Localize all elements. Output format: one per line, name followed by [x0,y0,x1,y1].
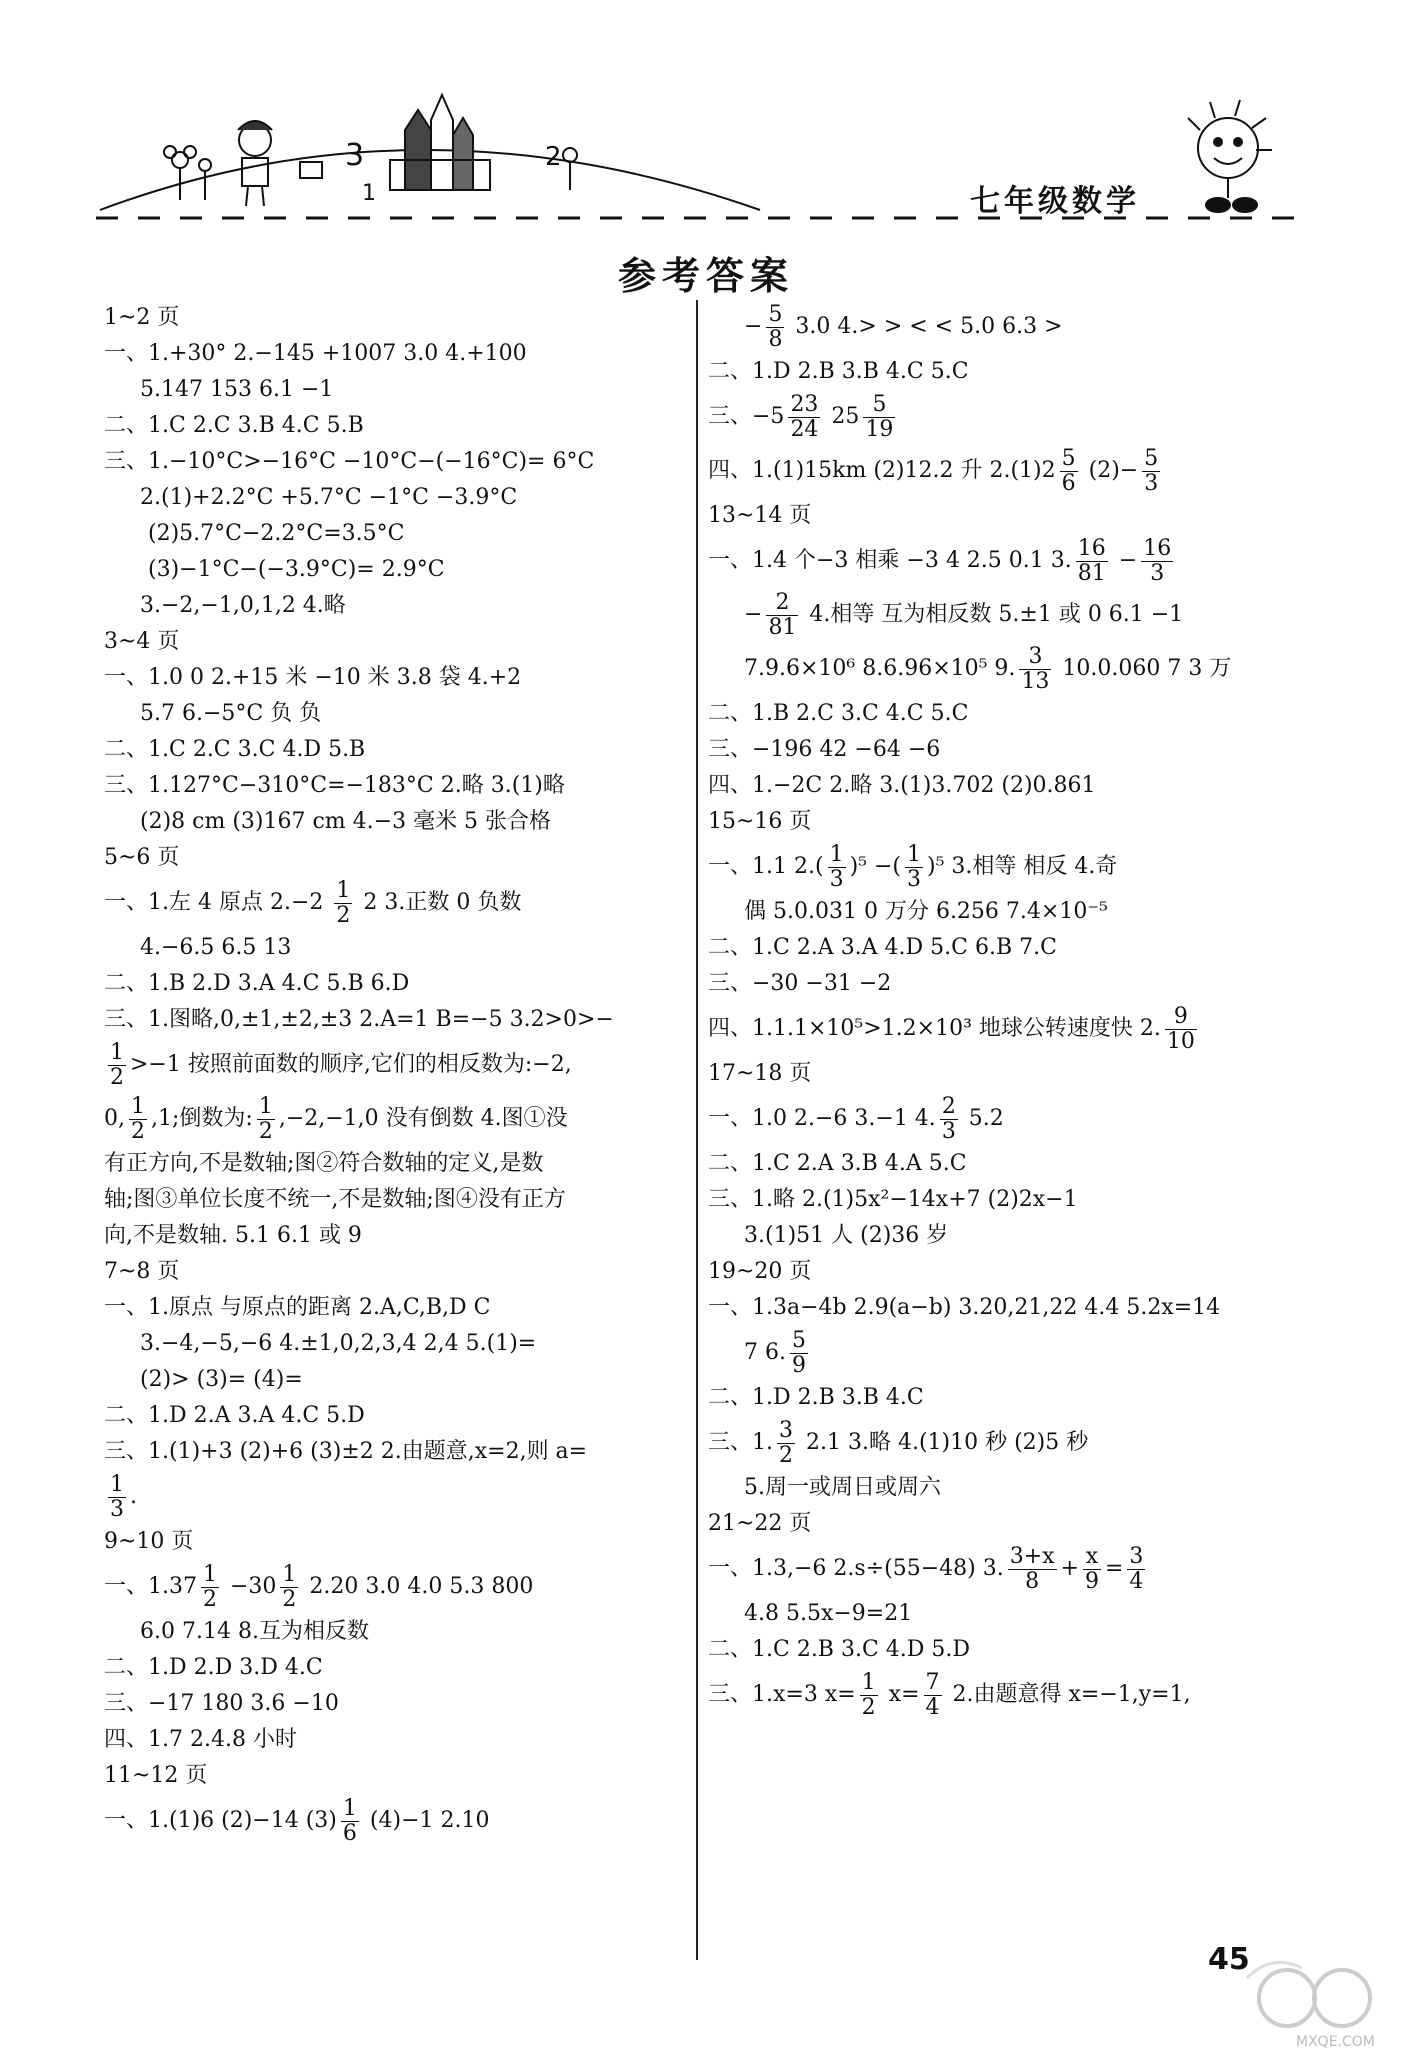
answer-line [708,300,1308,354]
answer-text: 三、−30 −31 −2 [708,971,892,996]
answer-column-left [104,300,682,1848]
answer-text: 11~12 页 [104,1763,208,1788]
answer-line [104,372,682,408]
answer-line [708,1596,1308,1632]
answer-line [104,444,682,480]
answer-text: 10.0.060 7 3 万 [1055,656,1232,681]
answer-line [104,1614,682,1650]
answer-text: − [1111,548,1138,573]
answer-text: 二、1.B 2.D 3.A 4.C 5.B 6.D [104,971,410,996]
fraction [1060,447,1078,496]
answer-line [104,1254,682,1290]
answer-text: 21~22 页 [708,1511,812,1536]
answer-text: 一、1.3,−6 2.s÷(55−48) 3. [708,1556,1004,1581]
numerator: 3 [779,1417,793,1443]
answer-text: 三、1. [708,1430,773,1455]
answer-text: 6.0 7.14 8.互为相反数 [140,1619,369,1644]
fraction [108,1041,126,1090]
answer-line [708,1254,1308,1290]
answer-text: 3.−2,−1,0,1,2 4.略 [140,593,346,618]
answer-line [104,1794,682,1848]
denominator: 9 [791,1352,806,1378]
denominator: 3 [906,866,921,892]
denominator: 13 [1021,668,1050,694]
answer-text: 7.9.6×10⁶ 8.6.96×10⁵ 9. [744,656,1016,681]
answer-line [104,1722,682,1758]
answer-line [104,1038,682,1092]
answer-line [708,588,1308,642]
answer-text: 15~16 页 [708,809,812,834]
column-divider [696,300,698,1960]
answer-line [708,1380,1308,1416]
answer-text: 7 6. [744,1340,786,1365]
answer-text: 一、1.原点 与原点的距离 2.A,C,B,D C [104,1295,491,1320]
answer-text: 三、1.−10°C>−16°C −10°C−(−16°C)= 6°C [104,449,595,474]
flower-icon [164,146,211,200]
answer-text: . [130,1484,137,1509]
fraction [1127,1545,1145,1594]
answer-text: 二、1.D 2.A 3.A 4.C 5.D [104,1403,365,1428]
numerator: 23 [790,391,819,417]
answer-text: = [1104,1556,1124,1581]
answer-line [708,390,1308,444]
answer-text: 7~8 页 [104,1259,180,1284]
answer-text: 5.7 6.−5°C 负 负 [140,701,322,726]
answer-text: 四、1.−2C 2.略 3.(1)3.702 (2)0.861 [708,773,1096,798]
fraction [828,843,846,892]
answer-text: 三、−5 [708,404,785,429]
numerator: 7 [925,1669,940,1695]
denominator: 2 [336,902,351,928]
denominator: 24 [790,416,819,442]
answer-text: 轴;图③单位长度不统一,不是数轴;图④没有正方 [104,1187,566,1212]
answer-line [708,1146,1308,1182]
fraction [905,843,923,892]
answer-column-right [708,300,1308,1722]
watermark-logo-icon [1232,1948,1407,2048]
denominator: 2 [282,1586,297,1612]
answer-text: 一、1.+30° 2.−145 +1007 3.0 4.+100 [104,341,527,366]
answer-line [104,1686,682,1722]
fraction [257,1095,275,1144]
answer-line [708,1632,1308,1668]
denominator: 81 [768,614,797,640]
answer-text: 四、1.1.1×10⁵>1.2×10³ 地球公转速度快 2. [708,1016,1161,1041]
answer-text: 一、1.左 4 原点 2.−2 [104,890,331,915]
answer-text: 5.2 [961,1106,1004,1131]
answer-line [104,804,682,840]
answer-text: − [744,314,763,339]
answer-text: 三、−196 42 −64 −6 [708,737,941,762]
answer-text: 四、1.(1)15km (2)12.2 升 2.(1)2 [708,458,1056,483]
answer-text: 一、1.1 2.( [708,854,824,879]
answer-line [104,966,682,1002]
fraction [1008,1545,1057,1594]
answer-line [104,1002,682,1038]
answer-text: 25 [824,404,860,429]
answer-line [708,804,1308,840]
answer-text: 3.(1)51 人 (2)36 岁 [744,1223,949,1248]
answer-line [104,1290,682,1326]
numerator: 16 [1143,535,1172,561]
answer-text: 二、1.D 2.B 3.B 4.C [708,1385,924,1410]
denominator: 3 [1144,470,1159,496]
answer-line [708,696,1308,732]
answer-line [708,498,1308,534]
numerator: 1 [342,1795,357,1821]
answer-line [104,1218,682,1254]
number-2-icon: 2 [545,142,562,172]
answer-text: 二、1.C 2.C 3.B 4.C 5.B [104,413,364,438]
denominator: 4 [925,1694,940,1720]
answer-text: 2 3.正数 0 负数 [356,890,522,915]
answer-line [104,480,682,516]
answer-line [708,1470,1308,1506]
answer-text: 3.−4,−5,−6 4.±1,0,2,3,4 2,4 5.(1)= [140,1331,537,1356]
fraction [341,1797,359,1846]
answer-text: (3)−1°C−(−3.9°C)= 2.9°C [148,557,445,582]
answer-text: 2.(1)+2.2°C +5.7°C −1°C −3.9°C [140,485,518,510]
answer-line [104,336,682,372]
answer-text: 1~2 页 [104,305,180,330]
denominator: 3 [110,1496,124,1522]
answer-text: 一、1.37 [104,1574,197,1599]
numerator: 5 [791,1327,806,1353]
answer-text: 5.147 153 6.1 −1 [140,377,334,402]
answer-line [104,768,682,804]
fraction [790,1329,808,1378]
fraction [1141,537,1173,586]
answer-text: 17~18 页 [708,1061,812,1086]
denominator: 3 [941,1118,956,1144]
answer-text: 二、1.C 2.A 3.A 4.D 5.C 6.B 7.C [708,935,1057,960]
denominator: 4 [1129,1568,1144,1594]
answer-text: )⁵ 3.相等 相反 4.奇 [926,854,1118,879]
fraction [108,1473,126,1522]
numerator: 1 [110,1039,124,1065]
book-icon [300,162,322,178]
page-number: 45 [1208,1942,1250,1977]
answer-text: )⁵ −( [849,854,901,879]
answer-text: (2)> (3)= (4)= [140,1367,303,1392]
answer-line [708,930,1308,966]
denominator: 81 [1077,560,1106,586]
answer-line [708,1290,1308,1326]
answer-text: 2.由题意得 x=−1,y=1, [945,1682,1191,1707]
answer-line [708,1668,1308,1722]
numerator: 16 [1077,535,1106,561]
answer-line [104,732,682,768]
answer-line [104,552,682,588]
answer-text: 二、1.C 2.B 3.C 4.D 5.D [708,1637,971,1662]
answer-line [708,840,1308,894]
answer-text: 三、−17 180 3.6 −10 [104,1691,339,1716]
answer-line [708,1002,1308,1056]
numerator: 3+x [1009,1543,1055,1569]
answer-line [708,1056,1308,1092]
answer-line [708,768,1308,804]
fraction [863,393,895,442]
answer-line [708,894,1308,930]
answer-line [708,1182,1308,1218]
answer-text: x= [881,1682,920,1707]
fraction [1142,447,1160,496]
answer-text: 二、1.C 2.A 3.B 4.A 5.C [708,1151,967,1176]
answer-text: 19~20 页 [708,1259,812,1284]
answer-text: 4.8 5.5x−9=21 [744,1601,913,1626]
answer-text: 三、1.图略,0,±1,±2,±3 2.A=1 B=−5 3.2>0>− [104,1007,614,1032]
denominator: 19 [865,416,894,442]
mascot-icon [1188,100,1272,212]
answer-text: 13~14 页 [708,503,812,528]
fraction [766,591,798,640]
answer-line [104,300,682,336]
number-3-icon: 3 [345,138,365,173]
numerator: 1 [906,841,921,867]
denominator: 2 [258,1118,273,1144]
answer-line [104,1092,682,1146]
castle-icon [390,95,490,190]
answer-text: 9~10 页 [104,1529,194,1554]
numerator: 5 [1061,445,1076,471]
answer-line [104,588,682,624]
answer-line [104,660,682,696]
numerator: x [1083,1545,1101,1570]
numerator: 1 [829,841,844,867]
answer-text: >−1 按照前面数的顺序,它们的相反数为:−2, [130,1052,572,1077]
answer-line [708,1542,1308,1596]
answer-text: 4.−6.5 6.5 13 [140,935,292,960]
answer-text: 0, [104,1106,125,1131]
watermark-text: MXQE.COM [1296,2034,1375,2050]
answer-text: 一、1.4 个−3 相乘 −3 4 2.5 0.1 3. [708,548,1072,573]
grade-label: 七年级数学 [970,184,1140,219]
answer-text: 二、1.C 2.C 3.C 4.D 5.B [104,737,366,762]
answer-line [708,966,1308,1002]
answer-text: 2.1 3.略 4.(1)10 秒 (2)5 秒 [799,1430,1089,1455]
answer-text: 三、1.(1)+3 (2)+6 (3)±2 2.由题意,x=2,则 a= [104,1439,588,1464]
numerator: 1 [258,1093,273,1119]
answer-text: 5~6 页 [104,845,180,870]
answer-line [708,732,1308,768]
answer-line [708,1416,1308,1470]
answer-line [104,1434,682,1470]
answer-text: (2)8 cm (3)167 cm 4.−3 毫米 5 张合格 [140,809,552,834]
answer-line [708,354,1308,390]
answer-line [104,1362,682,1398]
answer-text: 5.周一或周日或周六 [744,1475,941,1500]
denominator: 10 [1166,1028,1195,1054]
denominator: 8 [1025,1568,1040,1594]
answer-text: 一、1.(1)6 (2)−14 (3) [104,1808,337,1833]
answer-text: 二、1.D 2.B 3.B 4.C 5.C [708,359,969,384]
fraction [766,303,784,352]
answer-line [708,534,1308,588]
numerator: 3 [1019,645,1051,670]
answer-line [104,1146,682,1182]
answer-text: ,−2,−1,0 没有倒数 4.图①没 [278,1106,568,1131]
answer-text: 三、1.127°C−310°C=−183°C 2.略 3.(1)略 [104,773,565,798]
answer-text: 二、1.B 2.C 3.C 4.C 5.C [708,701,969,726]
fraction [1019,645,1051,694]
answer-line [104,408,682,444]
numerator: 1 [203,1561,217,1587]
fraction [940,1095,958,1144]
answer-text: 一、1.0 0 2.+15 米 −10 米 3.8 袋 4.+2 [104,665,522,690]
fraction [788,393,820,442]
numerator: 1 [131,1093,145,1119]
denominator: 8 [768,326,783,352]
denominator: 6 [342,1820,357,1846]
numerator: 9 [1165,1005,1197,1030]
numerator: 5 [863,393,895,418]
answer-text: (4)−1 2.10 [362,1808,490,1833]
answer-text: ,1;倒数为: [151,1106,253,1131]
answer-line [104,1524,682,1560]
answer-text: 有正方向,不是数轴;图②符合数轴的定义,是数 [104,1151,544,1176]
fraction [1165,1005,1197,1054]
denominator: 9 [1084,1568,1099,1594]
denominator: 2 [779,1442,793,1468]
denominator: 2 [861,1694,876,1720]
denominator: 3 [1150,560,1165,586]
fraction [1076,537,1108,586]
answer-text: (2)5.7°C−2.2°C=3.5°C [148,521,405,546]
answer-line [104,696,682,732]
answer-line [104,840,682,876]
denominator: 2 [110,1064,124,1090]
answer-text: − [744,602,763,627]
numerator: 3 [1129,1543,1144,1569]
fraction [1083,1545,1101,1594]
fraction [924,1671,942,1720]
numerator: 2 [941,1093,956,1119]
answer-line [104,1182,682,1218]
answer-line [104,1470,682,1524]
numerator: 2 [766,591,798,616]
answer-line [104,876,682,930]
answer-line [104,624,682,660]
answer-text: 2.20 3.0 4.0 5.3 800 [302,1574,534,1599]
numerator: 1 [336,877,351,903]
answer-line [708,642,1308,696]
answer-text: 一、1.3a−4b 2.9(a−b) 3.20,21,22 4.4 5.2x=14 [708,1295,1221,1320]
answer-text: 三、1.略 2.(1)5x²−14x+7 (2)2x−1 [708,1187,1078,1212]
denominator: 6 [1061,470,1076,496]
denominator: 3 [829,866,844,892]
answer-text: 3.0 4.> > < < 5.0 6.3 > [788,314,1063,339]
answer-line [104,516,682,552]
answer-line [708,1092,1308,1146]
page-header [0,0,1412,240]
answer-text: 四、1.7 2.4.8 小时 [104,1727,297,1752]
answer-line [708,444,1308,498]
fraction [334,879,352,928]
numerator: 5 [1144,445,1159,471]
answer-line [708,1506,1308,1542]
answer-text: 偶 5.0.031 0 万分 6.256 7.4×10⁻⁵ [744,899,1108,924]
answer-line [708,1218,1308,1254]
answer-line [104,1560,682,1614]
answer-line [708,1326,1308,1380]
answer-text: 二、1.D 2.D 3.D 4.C [104,1655,323,1680]
flower-icon [563,148,577,190]
answer-line [104,930,682,966]
answer-text: 3~4 页 [104,629,180,654]
answer-text: 向,不是数轴. 5.1 6.1 或 9 [104,1223,362,1248]
page-title: 参考答案 [617,254,794,298]
answer-line [104,1326,682,1362]
fraction [860,1671,878,1720]
answer-text: −30 [223,1574,277,1599]
answer-text: 三、1.x=3 x= [708,1682,856,1707]
header-illustration [0,0,1412,240]
denominator: 2 [203,1586,217,1612]
fraction [280,1563,298,1612]
answer-text: 4.相等 互为相反数 5.±1 或 0 6.1 −1 [802,602,1184,627]
number-1-icon: 1 [362,181,376,206]
answer-line [104,1758,682,1794]
answer-line [104,1650,682,1686]
numerator: 1 [861,1669,876,1695]
numerator: 1 [282,1561,297,1587]
answer-text: 一、1.0 2.−6 3.−1 4. [708,1106,936,1131]
denominator: 2 [131,1118,145,1144]
answer-line [104,1398,682,1434]
answer-text: (2)− [1081,458,1139,483]
numerator: 5 [768,301,783,327]
answer-text: + [1060,1556,1079,1581]
fraction [129,1095,147,1144]
fraction [777,1419,795,1468]
fraction [201,1563,219,1612]
numerator: 1 [110,1471,124,1497]
